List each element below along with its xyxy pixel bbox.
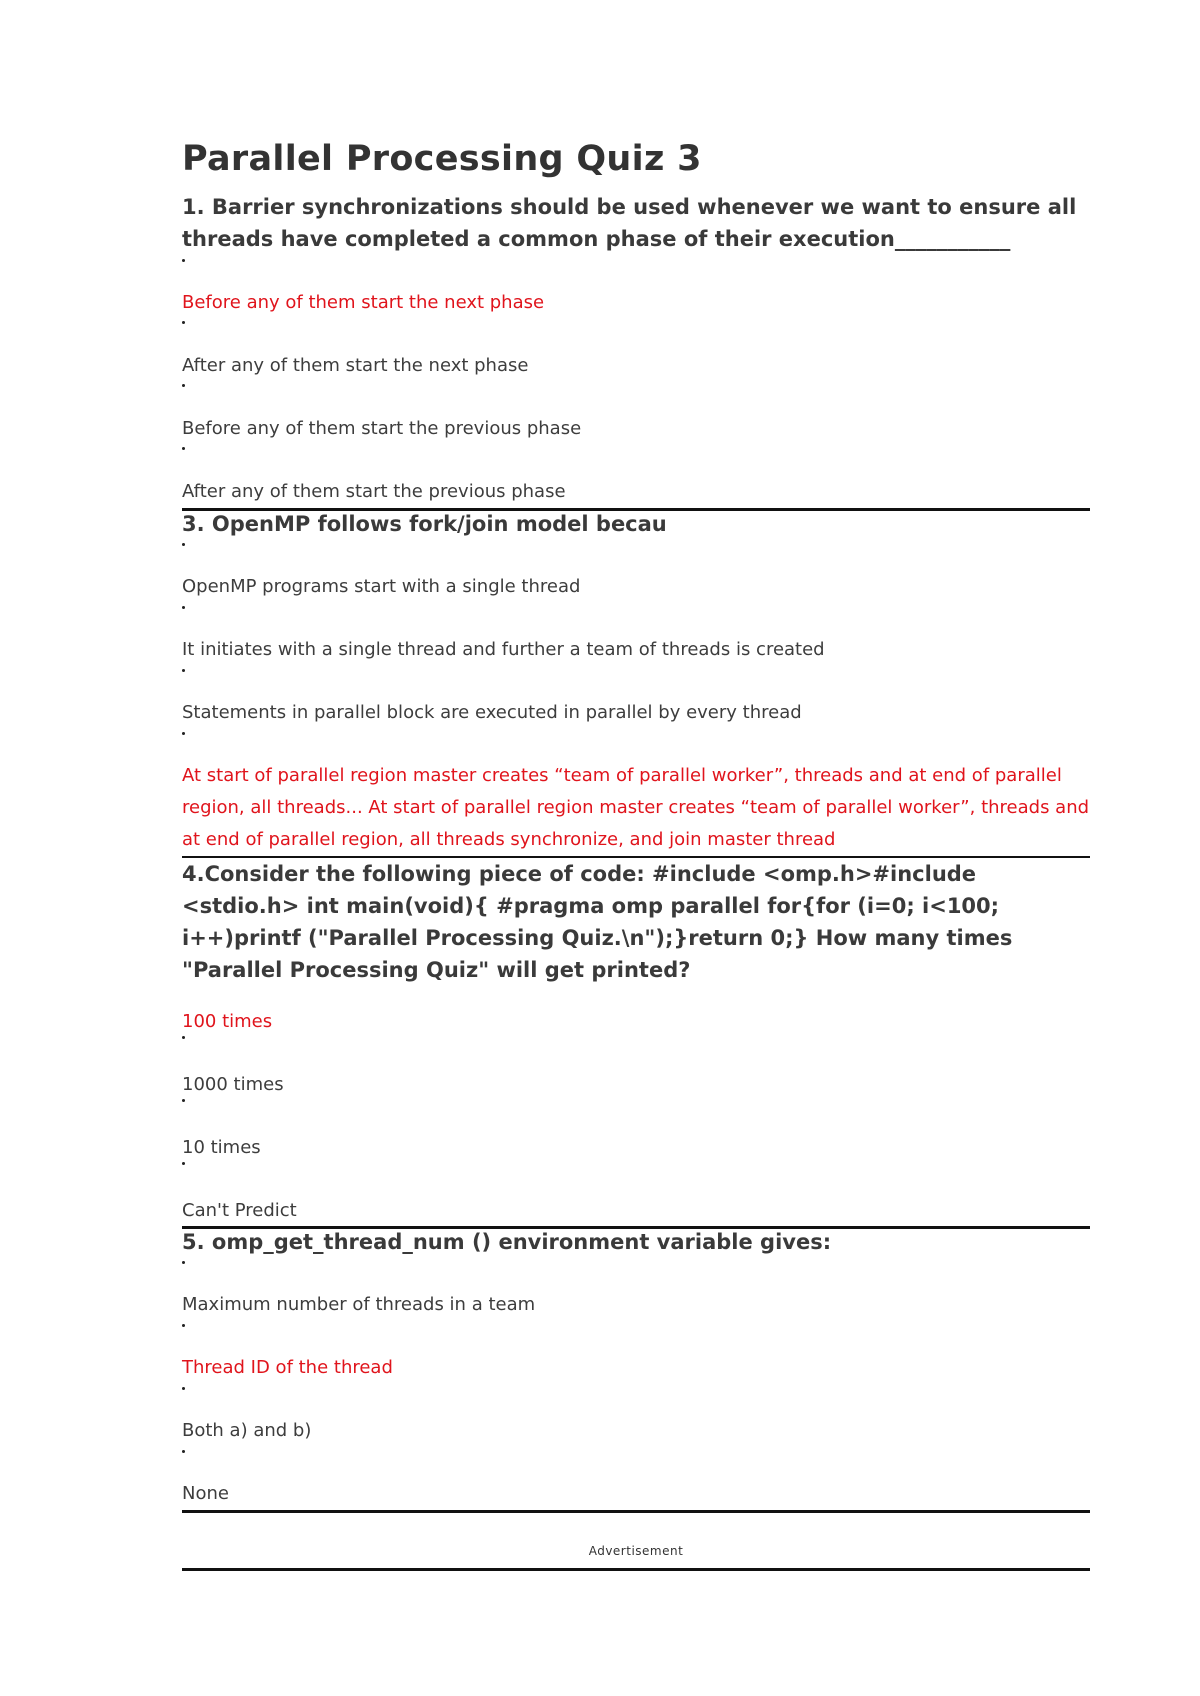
bullet-dot — [182, 1387, 185, 1390]
question-5-text: 5. omp_get_thread_num () environment variable gives: — [182, 1230, 832, 1254]
q1-option-b: After any of them start the next phase — [182, 355, 529, 376]
bullet-dot — [182, 1450, 185, 1453]
q5-option-b-correct: Thread ID of the thread — [182, 1357, 393, 1378]
q5-option-a: Maximum number of threads in a team — [182, 1294, 536, 1315]
page-title: Parallel Processing Quiz 3 — [182, 139, 702, 179]
q4-option-b: 1000 times — [182, 1074, 284, 1095]
q4-option-c: 10 times — [182, 1137, 261, 1158]
q3-option-a: OpenMP programs start with a single thread — [182, 576, 581, 597]
question-1-text: 1. Barrier synchronizations should be used whenever we want to ensure all threads have completed a common phase of their execution___________ — [182, 195, 1077, 251]
bullet-dot — [182, 606, 185, 609]
advertisement-divider — [182, 1568, 1090, 1571]
q1-option-a-correct: Before any of them start the next phase — [182, 292, 545, 313]
q5-option-d: None — [182, 1483, 229, 1504]
question-3-text: 3. OpenMP follows fork/join model becau — [182, 512, 667, 536]
q3-option-c: Statements in parallel block are executed in parallel by every thread — [182, 702, 802, 723]
bullet-dot — [182, 321, 185, 324]
q5-option-c: Both a) and b) — [182, 1420, 312, 1441]
bullet-dot — [182, 259, 185, 262]
q4-option-a-correct: 100 times — [182, 1011, 273, 1032]
bullet-dot — [182, 732, 185, 735]
bullet-dot — [182, 1324, 185, 1327]
q4-option-d: Can't Predict — [182, 1200, 297, 1221]
q3-option-b: It initiates with a single thread and further a team of threads is created — [182, 639, 825, 660]
bullet-dot — [182, 384, 185, 387]
q1-option-c: Before any of them start the previous phase — [182, 418, 582, 439]
section-divider — [182, 1510, 1090, 1513]
bullet-dot — [182, 1261, 185, 1264]
advertisement-label: Advertisement — [588, 1544, 684, 1558]
bullet-dot — [182, 543, 185, 546]
bullet-dot — [182, 447, 185, 450]
question-4-text: 4.Consider the following piece of code: #include <omp.h>#include <stdio.h> int main(void){ #pragma omp parallel for{for (i=0; i<100; i++)printf ("Parallel Processing Quiz.\n");}return 0;} How many times "Parallel Processing Quiz" will get printed? — [182, 862, 1013, 982]
q1-option-d: After any of them start the previous phase — [182, 481, 566, 502]
q3-option-d-correct: At start of parallel region master creates “team of parallel worker”, threads and at end of parallel region, all threads... At start of parallel region master creates “team of parallel worker”, threads and at end of parallel region, all threads synchronize, and join master thread — [182, 765, 1090, 850]
bullet-dot — [182, 669, 185, 672]
